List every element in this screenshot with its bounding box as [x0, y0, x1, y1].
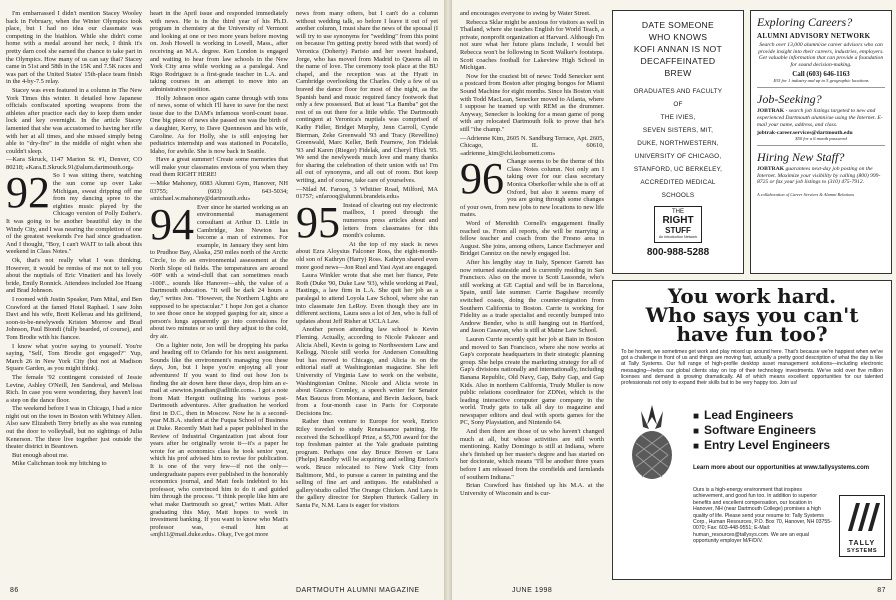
position-item: ■ Software Engineers: [693, 423, 883, 437]
position-item: ■ Entry Level Engineers: [693, 438, 883, 452]
tally-logo-text: TALLY: [848, 540, 876, 547]
ad-headline-line: WHO KNOWS: [648, 32, 708, 42]
byline: —Mike Mahoney, 6083 Alumni Gym, Hanover, NH 03755; (603) 643-5034; «michael.w.mahoney@dartmouth.edu»: [150, 180, 288, 203]
paragraph: Now for the craziest bit of news: Todd Senecker sent a postcard from Boston after pinging bongos for Miami Sound Machine for eight months. Since his Boston visit with Todd MacLean, Senecker moved to Atlanta, where I suppose he teamed up with REM as the drummer. Anyway, Senecker is looking for a mean game of pong with any relocated Dartmouth folk to prove that he's still "the champ.": [460, 72, 604, 133]
careers-ad: [750, 10, 892, 274]
tally-headline: Who says you can't: [645, 303, 859, 327]
paragraph: And then there are those of us who haven't changed much at all, but whose activities are still worth mentioning. Kathy Domingo is still at Indiana, where she's finished up her master's degree and has started on her doctorate, which means "I'll be another three years before I am released from the cornfields and farmlands of southern Indiana.": [460, 428, 604, 481]
school-line: STANFORD, UC BERKELEY,: [633, 166, 723, 173]
network-name: ALUMNI ADVISORY NETWORK: [757, 32, 871, 40]
class-year-95: 95: [296, 197, 340, 247]
tally-website[interactable]: Learn more about our opportunities at www.tallysystems.com: [693, 465, 870, 471]
class-year-94: 94: [150, 199, 194, 249]
ad-headline-line: KOFI ANNAN IS NOT: [633, 44, 723, 54]
paragraph: Brian Crawford has finished up his M.A. at the University of Wisconsin and is cur-: [460, 482, 604, 497]
school-line: THE IVIES,: [660, 114, 696, 121]
tally-body: Ours is a high-energy environment that inspires achievement, and good fun too. In addition to superior benefits and excellent compensation, our location in Hanover, NH (near Dartmouth College) promises a high quality of life. Please send your resume to: Tally Systems Corp., Human Resources, P.O. Box 70, Hanover, NH 03755-0070; Fax: 603-448-9551; E-Mail: human_resources@tallysys.com. We are an equal opportunity employer M/F/D/V.: [693, 487, 832, 545]
paragraph: The female '92 contingent consisted of Jessie Levine, Ashley O'Neill, Jen Sandoval, and Melissa Rich. In case you were wondering, they haven't lost a step on the dance floor.: [6, 373, 142, 404]
paragraph: heart in the April issue and responded immediately with news. He is in the third year of his Ph.D. program in chemistry at the University of Vermont and looking at one or two more years before moving on. Josh Howell is working in Lowell, Mass., after receiving an M.A. degree. Ken London is engaged and waiting to hear from law schools in the New York City area while working as a paralegal. And Rigo Rodriguez is a first-grade teacher in L.A. and taking courses in an attempt to move into an administrative position.: [150, 10, 288, 93]
paragraph: Word of Meredith Cornell's engagement finally reached us. From all reports, she will be marrying a fellow teacher and coach from the Fresno area in August. She joins, among others, Lance Eschmeyer and Bridget Cannizz on the newly engaged list.: [460, 220, 604, 258]
careers-text: Search over 13,000 alumni/ae career advisors who can provide insight into their careers, industries, employers. Get valuable information that can provide a foundation for sound decision-making.: [758, 42, 884, 68]
paragraph: and encourages everyone to swing by Water Street.: [460, 10, 591, 17]
class-year-92: 92: [6, 168, 50, 218]
careers-footer: A collaboration of Career Services & Alumni Relations: [757, 191, 855, 197]
jobtrak-text: guarantees next-day job posting on the Internet. Maximize your visibility by calling (800) 999-8725 or fax your job listings to (310) 475-7912.: [757, 166, 881, 186]
tally-headline: have fun too?: [676, 322, 828, 346]
paragraph: I roomed with Justin Speaker, Pam Mital, and Ben Crawford at the famed Hotel Raphael. I saw John Davi and his wife, Brett Kellerau and his girlfriend, soon-to-be-newlyweds Kristen Morrow and Brad Johnson, Paul Biondi (fully bearded, of course), and Tom Brodie with his fiancee.: [6, 295, 142, 341]
paragraph: Holly Johnson once again came through with tons of news, some of which I'll have to save for the next issue due to the DAM's infamous word-count issue. One big piece of news she passed on was the birth of a daughter, Kerry, to Dave Quenneson and his wife, Caroline. As for Holly, she is still enjoying her pediatrics internship and was stationed in Pocatello, Idaho, for awhile. She is now back in Seattle.: [150, 94, 288, 155]
logo-text: THE: [672, 209, 684, 215]
pineapple-image: [621, 403, 683, 481]
paragraph: So I was sitting there, watching the sun come up over Lake Michigan, sweat dripping off me from my dancing spree to the eighties music played by the Chicago version of Polly Esther's. It was going to be another beautiful day in the Windy City, and I was nearing the completion of one of the greatest weekends I've had since graduation. And I thought, "Boy, I can't WAIT to talk about this weekend in Class Notes.": [6, 172, 142, 256]
left-column-1: [6, 10, 142, 584]
ad-headline-line: BREW: [664, 68, 692, 78]
paragraph: The weekend before I was in Chicago, I had a nice night out on the town in Boston with Whitney Allen. Also saw Elizabeth Terry briefly as she was running out the door to volleyball, but no sightings of Julia Kenerson. The three live together just outside the theater district in Beantown.: [6, 405, 142, 451]
jobtrak-name: JOBTRAK: [757, 166, 785, 173]
byline: —Kara Skruck, 1147 Marion St. #1, Denver, CO 80218; «Kara.E.Skruck.91@alum.dartmouth.org»: [6, 156, 142, 171]
paragraph: After his lengthy stay in Italy, Spencer Garrett has now returned stateside and is currently residing in San Francisco. Also on the move is Scott Lassonde, who's still working at GE Capital and will be in Barcelona, Spain, until late summer. Carrie Bagshaw recently switched coasts, doing the counter-migration from Southern California to Boston. Carrie is working for Fidelity as a trade specialist and recently bumped into Andrew Bender, who is still hanging out in Hartford, and Jason Casavan, who is still at Maine Law School.: [460, 259, 604, 335]
jobtrak-name: JOBTRAK: [757, 108, 785, 115]
paragraph: Mike Calichman took my bitching to: [12, 460, 107, 468]
paragraph: Ok, that's not really what I was thinking. However, it would be remiss of me not to tell you about the nuptials of Eric Vinatieri and his lovely bride, Emily Ronnick. Attendees included Joe Huang and Brad Johnson.: [6, 257, 142, 295]
logo-text: STUFF: [665, 226, 691, 235]
careers-fee: $35 for 1 industry and up to 5 geographic locations: [773, 78, 869, 84]
position-item: ■ Lead Engineers: [693, 408, 883, 422]
school-line: DUKE, NORTHWESTERN,: [637, 140, 719, 147]
paragraph: Stacey was even featured in a column in The New York Times this winter. It detailed how Japanese officials confiscated sporting weapons from the athletes after practice each day to keep them under lock and key overnight. In the article Stacey lamented that she was accustomed to having her rifle with her at all times, and she missed simply being able to "dry-fire" in the middle of night when she couldn't sleep.: [6, 86, 142, 155]
logo-tagline: An Introduction Network: [658, 235, 698, 239]
paragraph: On a lighter note, Jon will be dropping his parka and heading off to Orlando for his next assignment. Sounds like the environment's managing you these days, Jon, but I hope you're enjoying all your adventures! If you want to find out how Jon is finding the air down here these days, drop him an e-mail at «newton.jonathan@adlittle.com». I got a note from Matt Hergott outlining his various post-Dartmouth adventures. After graduation he worked first in D.C., then in Moscow. Now he is a second-year M.B.A. student at the Fuqua School of Business at Duke. Recently Matt had a paper published in the Review of Industrial Organization just about four years after he originally wrote it—it's a paper he wrote for an economics class he took senior year, which his prof advised him to revise for publication. It is one of the very few—if not the only—undergraduate papers ever published in the honorably economics journal, and Matt feels indebted to his professor, who convinced him to do it and guided him through the process. "I think people like him are what make Dartmouth so great," writes Matt. After graduating this May, Matt hopes to work in investment banking. If you want to know who Matt's professor was, e-mail him at «mjh11@mail.duke.edu». Okay, I've got more: [150, 341, 288, 539]
paragraph: Another person attending law school is Kevin Fleming. Actually, according to Nicole Pakozer and Alicia Abell, Kevin is going to Northwestern Law and Kellogg. Nicole still works for Andersen Consulting but has moved to Chicago, and Alicia is on the editorial staff at Washingtonian magazine. She left University of Virginia Law to work on the website, Washingtonian Online. Nicole and Alicia wrote in about Gianco Cromley, a speech writer for Senator Max Baucus from Montana, and Bevin Jackson, back from a four-month case in Paris for Corporate Decisions Inc.: [296, 326, 438, 417]
jobtrak-email: jobtrak-career.services@dartmouth.edu: [757, 130, 853, 137]
careers-phone: Call (603) 646-1163: [792, 70, 850, 79]
paragraph: But enough about me.: [12, 451, 69, 459]
ad-phone: 800-988-5288: [646, 247, 710, 258]
jobtrak-text: - search job listings targeted to new and experienced Dartmouth alumni/ae using the Internet. E-mail your name, address, and class.: [757, 108, 883, 128]
ad-subtitle: GRADUATES AND FACULTY: [633, 88, 723, 95]
paragraph: Laura Winkler wrote that she met her fiance, Pete Roth (Duke '90, Duke Law '93), while working at Paul, Hastings, a law firm in L.A. She quit her job as a paralegal to attend Loyola Law School, where she ran into classmate Jen LeRoy. Even though they are in different sections, Laura sees a lot of Jen, who is full of updates about Jeff Risher at UCLA Law.: [296, 272, 438, 325]
ad-headline-line: DATE SOMEONE: [641, 20, 715, 30]
paragraph: Have a great summer! Create some memories that will make your classmates envious of you when they read them RIGHT HERE!: [150, 156, 288, 179]
paragraph: I'm embarrassed I didn't mention Stacey Wooley back in February, when the Winter Olympics took place, but I had no idea our classmate was competing in the biathlon. While she didn't come home with a medal around her neck, I think it's pretty darn cool she earned the chance to take part in the Olympics. How many of us can say that? Stacey came in 51st and 58th in the 15K and 7.5K races and was part of the United States' 15th-place team finish in the 4-by-7.5 relay.: [6, 10, 142, 86]
hiring-heading: Hiring New Staff?: [757, 150, 845, 165]
school-line: UNIVERSITY OF CHICAGO,: [634, 153, 722, 160]
paragraph: At the top of my stack is news about Ezra Aloysius Falconer Ross, the eight-month-old son of Kathryn (Harry) Ross. Kathryn shared even more good news—Jon Ruel and Yasi Ayat are engaged.: [296, 240, 438, 271]
tally-logo-text: SYSTEMS: [846, 548, 878, 554]
page-number-right: 87: [877, 587, 886, 594]
school-line: ACCREDITED MEDICAL: [640, 179, 716, 186]
job-seeking-heading: Job-Seeking?: [757, 92, 822, 107]
logo-text: RIGHT: [662, 215, 694, 226]
tally-headline: You work hard.: [667, 284, 837, 308]
page-gutter: [444, 0, 452, 600]
right-stuff-ad: [612, 10, 744, 274]
paragraph: Ever since he started working as an environmental management consultant at Arthur D. Little in Cambridge, Jon Newton has become a man of extremes. For example, in January they sent him to Prudhoe Bay, Alaska, 250 miles north of the Arctic Circle, to do an environmental assessment at the North Slope oil fields. The temperatures are around -60F with a wind-chill that can sometimes reach -100F... sounds like Hanover—ahh, the value of a Dartmouth education. "It will be dark 24 hours a day," writes Jon. "However, the Northern Lights are supposed to be spectacular." I hope Jon got a chance to see those once he stopped gasping for air, since a person's lungs apparently go into convulsions for about two minutes or so until they adjust to the cold, dry air.: [150, 203, 288, 340]
paragraph: Rather than venture to Europe for work, Enrico Riley traveled to study Renaissance painting. He received the Schoellkopf Prize, a $5,700 award for the top freshman painter at the Yale graduate painting program. Perhaps one day Bruce Brown or Lara (Phelps) Randby will be acquiring and selling Enrico's work. Bruce relocated to New York City from Baltimore, Md., to pursue a career in painting and the selling of fine art and antiques. He established a gallery/studio called The Orange Chicken. And Lara is the gallery director for Stephen Hurteck Gallery in Santa Fe, N.M. Lara is eager for visitors: [296, 418, 438, 509]
school-line: SCHOOLS: [661, 192, 695, 199]
byline: —Nilad M. Farooq, 3 Whittier Road, Milford, MA 01757; «nfarooq@alumni.brandeis.edu»: [296, 185, 438, 201]
paragraph: news from many others, but I can't do a column without wedding talk, so before I leave it out of yet another column, I must share the news of the spousal (I will try to use synonyms for "wedding" from this point on because I'm getting pretty bored with that word) of Veronica (Doherty) Parisio and her sweet husband, Jorge, who has moved from Madrid to Queens all in the name of love. The ceremony took place at the BU chapel, and the reception was at the Hyatt in Cambridge overlooking the Charles. Only a few of us braved the dance floor for most of the night, as the Spanish band and music required fancy footwork that only a few possessed. But at least "La Bamba" got the rest of us out there for a little while. The Dartmouth contingent at Veronica's nuptials was comprised of Kathy Fidler, Bridget Murphy, Jenn Carroll, Cynde Bierman, Zeke Greenwald '93 and Tracy (Revellino) Greenwald, Marc Keller, Beth Fearnow, Jon Fidelak '93 and Karen (Rieger) Fidelak, and Cheryl Flick '95. We send the newlyweds much love and many thanks for sharing the celebration of their union with us! I'm all out of synonyms, and all out of room. But keep writing, and of course, take care of yourselves.: [296, 10, 438, 185]
school-line: OF: [673, 101, 683, 108]
jobtrak-fee: $50 for a 6 month password: [795, 136, 847, 142]
paragraph: I know what you're saying to yourself. You're saying, "Self, Tom Brodie got engaged?" Yup, March 26 in New York City (but not at Madison Square Garden, as you might think).: [6, 342, 142, 373]
magazine-name: DARTMOUTH ALUMNI MAGAZINE: [296, 587, 420, 594]
paragraph: Lauren Currie recently quit her job at Bain in Boston and moved to San Francisco, where she now works at Gap's corporate headquarters in their strategic planning group. She helps create the marketing strategy for all of Gap's divisions nationally and internationally, including Banana Republic, Old Navy, Gap, Baby Gap, and Gap Kids. Also in northern California, Trudy Muller is now public relations coordinator for ZDNet, which is the leading interactive computer game company in the world. Trudy gets to talk all day to magazine and newspaper editors and deal with sports games for the PC, Sony Playstation, and Nintendo 64.: [460, 335, 604, 427]
class-year-96: 96: [460, 154, 504, 204]
byline: —Adrienne Kim, 2605 N. Sandburg Terrace, Apt. 2605, Chicago, IL 60610, «adrienne_kim@chi.leoburnett.com»: [460, 134, 604, 157]
tally-logo: [839, 495, 885, 557]
paragraph: Rebecca Sklar might be anxious for visitors as well in Thailand, where she teaches English for World Teach, a private, nonprofit organization at Harvard. Although I'm not sure what her future plans include, I would bet Rebecca won't be following in Scott Walker's footsteps. Scott coaches football for Lakeview High School in Michigan.: [460, 18, 604, 72]
right-stuff-logo: [654, 206, 702, 243]
careers-heading: Exploring Careers?: [757, 15, 853, 29]
school-line: SEVEN SISTERS, MIT,: [642, 127, 714, 134]
left-column-3: [296, 10, 438, 584]
paragraph: Change seems to be the theme of this Class Notes column. Not only am I taking over for our class secretary Monica Oberkofler while she is off at Oxford, but also it seems many of you are going through some changes of your own, from new jobs to new locations to new life mates.: [460, 158, 604, 219]
issue-date: JUNE 1998: [512, 587, 553, 594]
tally-systems-ad: [612, 280, 892, 580]
tally-logo-icon: [842, 499, 882, 535]
right-column-1: [460, 10, 604, 584]
paragraph: Instead of clearing out my electronic mailbox, I pored through the numerous press articles about and letters from classmates for this month's column.: [343, 201, 438, 240]
left-page: [0, 0, 444, 600]
right-page: [452, 0, 896, 600]
tally-intro: To be honest, we sometimes get work and play mixed up around here. That's because we're happiest when we've got a challenge in front of us and things are moving fast, actually a pretty good description of what the day is like at Tally Systems. Our full range of high-profile desktop asset management solutions—including electronic messaging—helps our global clients stay on top of their technology investments. We've sold over five million licenses and demand is growing dramatically. All of which means excellent opportunities for our talented professionals not only to expand their skills but to be very happy too. Join us!: [621, 349, 883, 387]
left-column-2: [150, 10, 288, 584]
page-number-left: 86: [10, 587, 19, 594]
ad-headline-line: DECAFFEINATED: [640, 56, 716, 66]
